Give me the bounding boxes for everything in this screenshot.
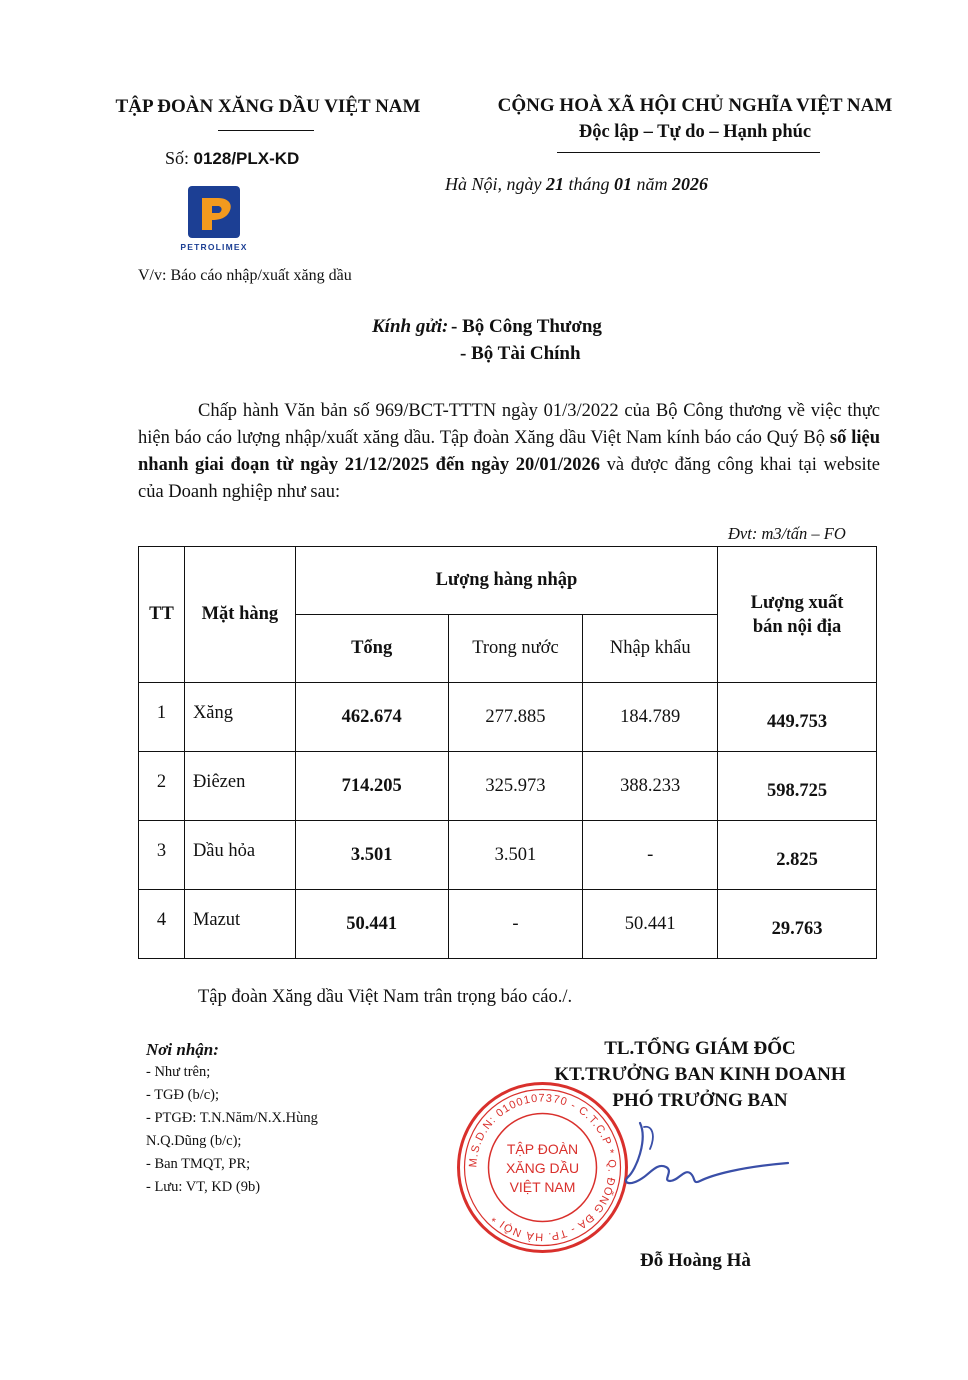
- cell-item: Xăng: [184, 683, 295, 752]
- date-month: 01: [614, 174, 633, 194]
- cell-imported: -: [583, 821, 718, 890]
- body-highlight: số liệu nhanh giai đoạn từ ngày 21/12/2025 đến ngày 20/01/2026: [138, 428, 880, 475]
- receivers-heading: Nơi nhận:: [146, 1040, 219, 1059]
- receiver-item: - Ban TMQT, PR;: [146, 1156, 251, 1172]
- cell-total: 3.501: [295, 821, 448, 890]
- logo-wordmark: PETROLIMEX: [180, 242, 248, 252]
- cell-sales: 29.763: [718, 890, 877, 959]
- header-domestic-sales: Lượng xuất bán nội địa: [718, 547, 877, 683]
- closing-statement: Tập đoàn Xăng dầu Việt Nam trân trọng báo cáo./.: [198, 987, 573, 1007]
- date-year: 2026: [672, 174, 709, 194]
- cell-tt: 3: [139, 821, 185, 890]
- cell-domestic: 325.973: [448, 752, 583, 821]
- cell-domestic: 3.501: [448, 821, 583, 890]
- table-row: [139, 683, 877, 752]
- seal-inner-line-3: VIỆT NAM: [509, 1179, 576, 1195]
- receiver-item: - Lưu: VT, KD (9b): [146, 1179, 261, 1195]
- unit-note: Đvt: m3/tấn – FO: [728, 524, 846, 543]
- date-year-label: năm: [632, 174, 673, 194]
- cell-item: Điêzen: [184, 752, 295, 821]
- receiver-item: - PTGĐ: T.N.Năm/N.X.Hùng: [146, 1110, 318, 1126]
- cell-item: Dầu hỏa: [184, 821, 295, 890]
- body-text-part2: và được đăng công khai tại website của Doanh nghiệp như sau:: [138, 455, 881, 502]
- import-export-table: [138, 546, 877, 959]
- signer-name: Đỗ Hoàng Hà: [640, 1250, 751, 1271]
- receiver-item: N.Q.Dũng (b/c);: [146, 1133, 242, 1149]
- header-import-group: Lượng hàng nhập: [295, 547, 717, 615]
- table-row: [139, 752, 877, 821]
- cell-sales: 449.753: [718, 683, 877, 752]
- header-total: Tổng: [295, 615, 448, 683]
- document-subject: V/v: Báo cáo nhập/xuất xăng dầu: [138, 267, 352, 284]
- document-number-label: Số:: [165, 148, 194, 168]
- organization-name: TẬP ĐOÀN XĂNG DẦU VIỆT NAM: [115, 96, 421, 117]
- seal-inner-line-2: XĂNG DẦU: [505, 1160, 580, 1176]
- seal-inner-line-1: TẬP ĐOÀN: [506, 1141, 579, 1157]
- signature-title-1: TL.TỔNG GIÁM ĐỐC: [604, 1038, 796, 1059]
- document-number-value: 0128/PLX-KD: [193, 149, 300, 168]
- place-date-prefix: Hà Nội, ngày: [445, 174, 546, 194]
- body-paragraph: [138, 398, 880, 506]
- greeting-label: Kính gửi:: [372, 316, 449, 337]
- document-number: [165, 148, 299, 169]
- date-day: 21: [546, 174, 564, 194]
- cell-tt: 2: [139, 752, 185, 821]
- cell-total: 50.441: [295, 890, 448, 959]
- receivers-list: [146, 1038, 318, 1199]
- header-domestic: Trong nước: [448, 615, 583, 683]
- signature-title-2: KT.TRƯỞNG BAN KINH DOANH: [554, 1064, 846, 1085]
- header-item: Mặt hàng: [184, 547, 295, 683]
- cell-sales: 598.725: [718, 752, 877, 821]
- cell-tt: 4: [139, 890, 185, 959]
- organization-underline: [218, 130, 314, 131]
- cell-total: 714.205: [295, 752, 448, 821]
- cell-domestic: -: [448, 890, 583, 959]
- body-text-part1: Chấp hành Văn bản số 969/BCT-TTTN ngày 01/3/2022 của Bộ Công thương về việc thực hiện báo cáo lượng nhập/xuất xăng dầu. Tập đoàn Xăng dầu Việt Nam kính báo cáo Quý Bộ: [138, 401, 880, 448]
- recipient-ministry-finance: - Bộ Tài Chính: [460, 343, 581, 364]
- cell-domestic: 277.885: [448, 683, 583, 752]
- cell-imported: 388.233: [583, 752, 718, 821]
- cell-imported: 50.441: [583, 890, 718, 959]
- national-motto: Độc lập – Tự do – Hạnh phúc: [578, 122, 812, 142]
- cell-imported: 184.789: [583, 683, 718, 752]
- receiver-item: - Như trên;: [146, 1064, 211, 1080]
- cell-tt: 1: [139, 683, 185, 752]
- table-row: [139, 890, 877, 959]
- motto-underline: [557, 152, 820, 153]
- handwritten-signature-icon: [600, 1115, 790, 1205]
- date-month-label: tháng: [564, 174, 615, 194]
- cell-item: Mazut: [184, 890, 295, 959]
- seal-ring-text: M.S.D.N: 0100107370 - C.T.C.P * Q. ĐỐNG ĐA - TP. HÀ NỘI *: [467, 1092, 618, 1243]
- receiver-item: - TGĐ (b/c);: [146, 1087, 220, 1103]
- header-tt: TT: [139, 547, 185, 683]
- cell-sales: 2.825: [718, 821, 877, 890]
- national-title: CỘNG HOÀ XÃ HỘI CHỦ NGHĨA VIỆT NAM: [497, 95, 893, 116]
- recipient-ministry-industry: - Bộ Công Thương: [451, 316, 602, 337]
- table-row: [139, 821, 877, 890]
- cell-total: 462.674: [295, 683, 448, 752]
- signature-title-3: PHÓ TRƯỞNG BAN: [612, 1090, 788, 1111]
- place-date: [445, 174, 708, 195]
- header-imported: Nhập khẩu: [583, 615, 718, 683]
